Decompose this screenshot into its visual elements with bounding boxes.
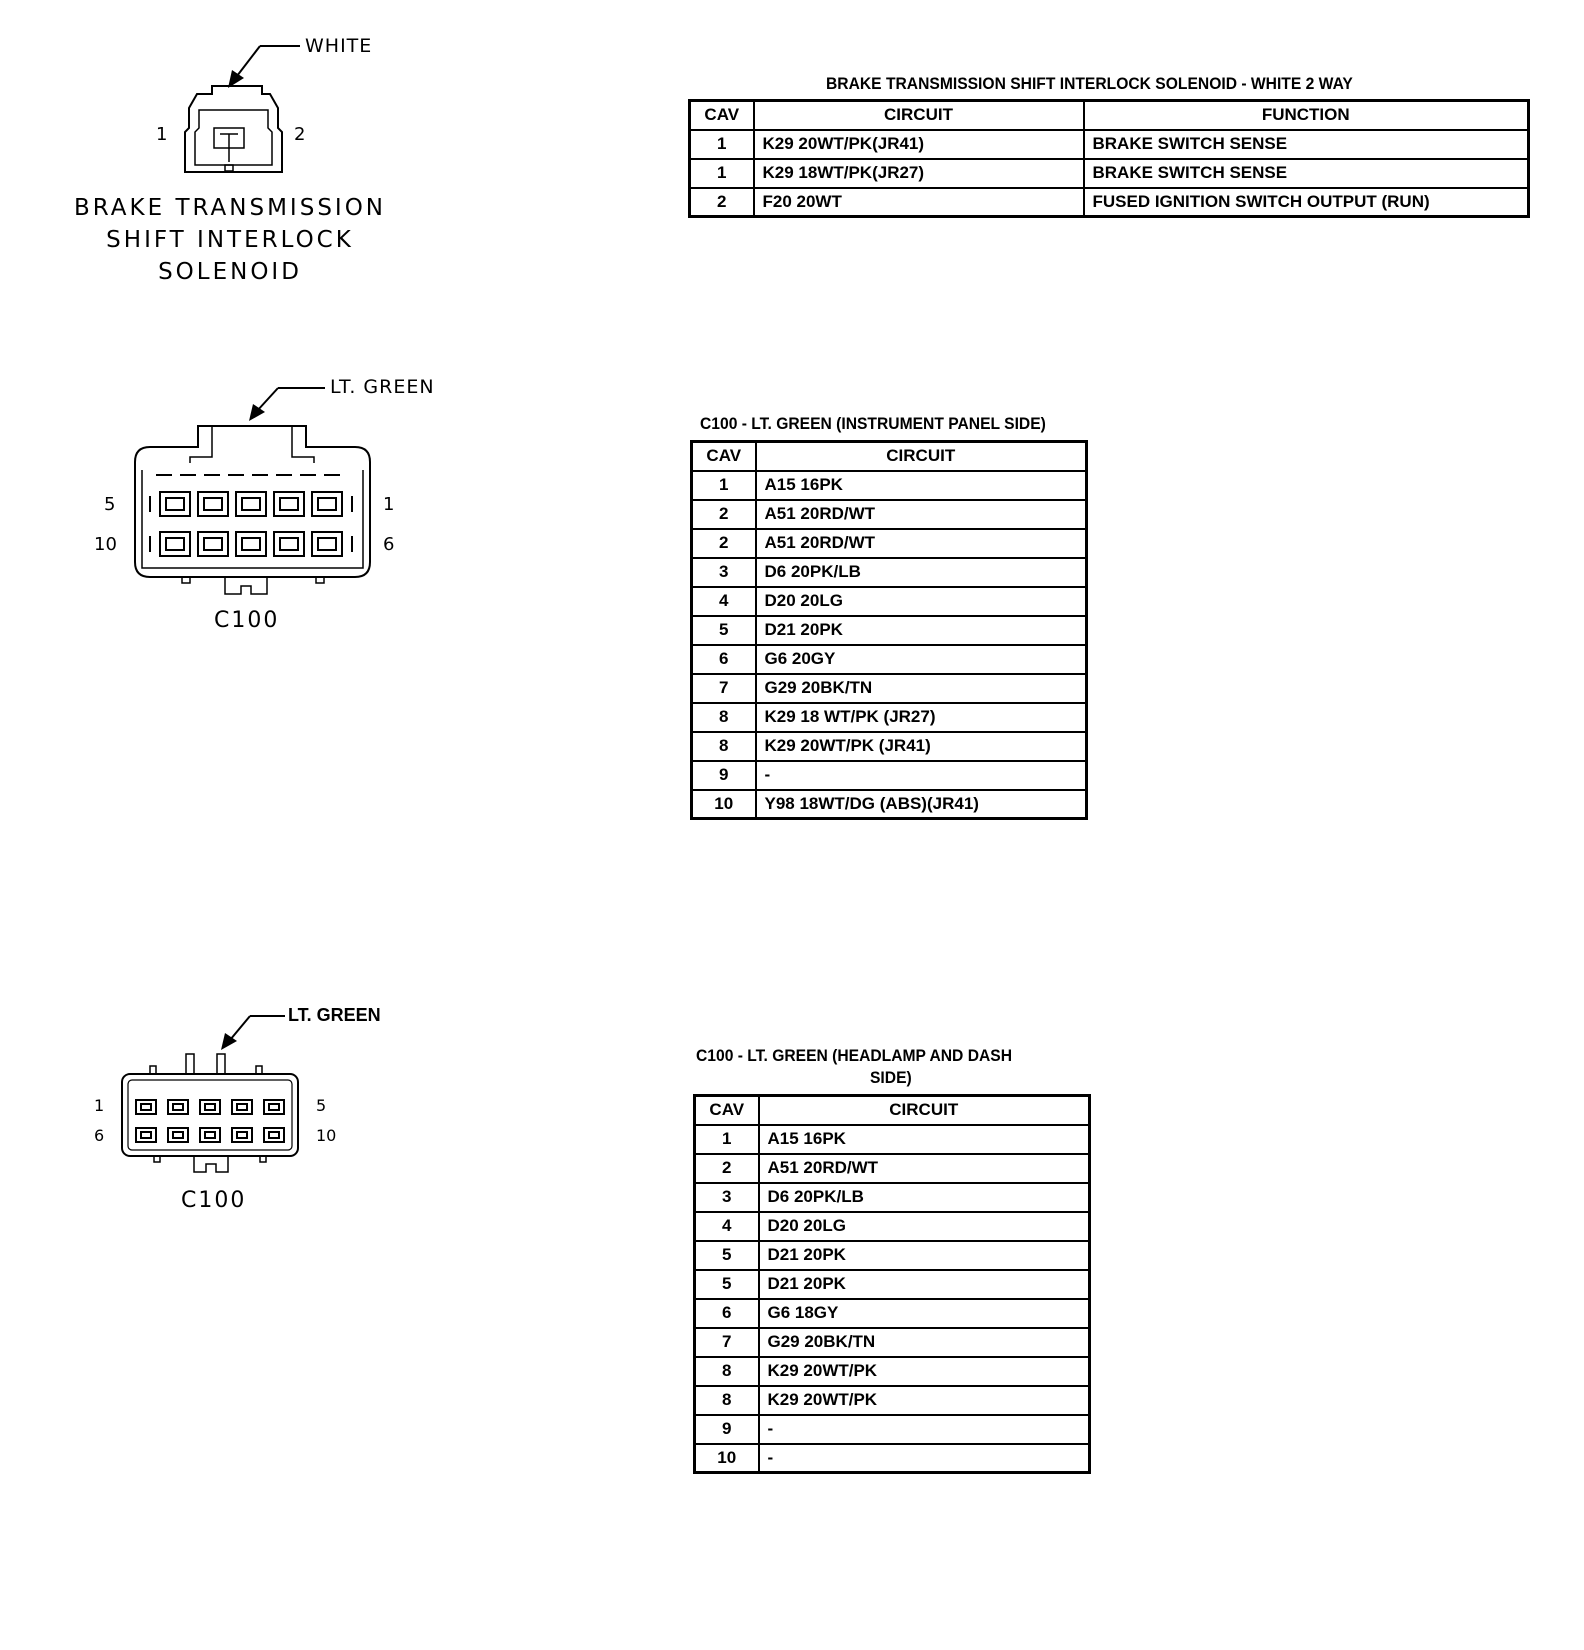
header-cav: CAV <box>690 101 754 130</box>
circuit-cell: K29 18 WT/PK (JR27) <box>756 703 1087 732</box>
table-row <box>695 1125 1090 1154</box>
circuit-cell: K29 20WT/PK <box>759 1357 1090 1386</box>
cav-cell: 3 <box>692 558 756 587</box>
table-row <box>692 645 1087 674</box>
pin-number-label: 1 <box>156 124 168 145</box>
table-row <box>695 1241 1090 1270</box>
table-row <box>692 790 1087 819</box>
circuit-cell: D21 20PK <box>756 616 1087 645</box>
cav-cell: 2 <box>690 188 754 217</box>
circuit-cell: D21 20PK <box>759 1270 1090 1299</box>
circuit-cell: Y98 18WT/DG (ABS)(JR41) <box>756 790 1087 819</box>
cav-cell: 7 <box>692 674 756 703</box>
table-row <box>695 1212 1090 1241</box>
pin-table-c100-hd-side <box>693 1094 1091 1474</box>
cav-cell: 6 <box>692 645 756 674</box>
circuit-cell: D20 20LG <box>756 587 1087 616</box>
circuit-cell: - <box>759 1415 1090 1444</box>
cav-cell: 1 <box>690 130 754 159</box>
function-cell: BRAKE SWITCH SENSE <box>1084 159 1529 188</box>
cav-cell: 8 <box>692 732 756 761</box>
connector-name: C100 <box>214 608 280 633</box>
function-cell: FUSED IGNITION SWITCH OUTPUT (RUN) <box>1084 188 1529 217</box>
circuit-cell: G6 18GY <box>759 1299 1090 1328</box>
cav-cell: 10 <box>695 1444 759 1473</box>
table-row <box>695 1299 1090 1328</box>
table-row <box>692 616 1087 645</box>
circuit-cell: A51 20RD/WT <box>756 529 1087 558</box>
pin-number-label: 10 <box>94 534 117 555</box>
cav-cell: 2 <box>695 1154 759 1183</box>
table-row <box>692 703 1087 732</box>
cav-cell: 10 <box>692 790 756 819</box>
circuit-cell: F20 20WT <box>754 188 1084 217</box>
circuit-cell: D6 20PK/LB <box>759 1183 1090 1212</box>
circuit-cell: K29 20WT/PK <box>759 1386 1090 1415</box>
table-row <box>695 1328 1090 1357</box>
pin-number-label: 5 <box>316 1096 327 1115</box>
circuit-cell: - <box>759 1444 1090 1473</box>
table-row <box>690 188 1529 217</box>
pin-number-label: 6 <box>94 1126 105 1145</box>
pin-table-bts-interlock <box>688 99 1530 218</box>
table-row <box>695 1415 1090 1444</box>
cav-cell: 1 <box>692 471 756 500</box>
pin-number-label: 2 <box>294 124 306 145</box>
cav-cell: 2 <box>692 500 756 529</box>
table-row <box>692 529 1087 558</box>
header-circuit: CIRCUIT <box>759 1096 1090 1125</box>
cav-cell: 8 <box>692 703 756 732</box>
circuit-cell: D20 20LG <box>759 1212 1090 1241</box>
table-header-row <box>692 442 1087 471</box>
table-row <box>692 674 1087 703</box>
table-row <box>695 1154 1090 1183</box>
connector-color-label: WHITE <box>305 35 373 57</box>
circuit-cell: - <box>756 761 1087 790</box>
table-title: BRAKE TRANSMISSION SHIFT INTERLOCK SOLENOID - WHITE 2 WAY <box>826 74 1353 93</box>
cav-cell: 5 <box>695 1241 759 1270</box>
circuit-cell: G29 20BK/TN <box>756 674 1087 703</box>
connector-color-label: LT. GREEN <box>288 1005 381 1025</box>
pin-number-label: 1 <box>383 494 395 515</box>
cav-cell: 5 <box>695 1270 759 1299</box>
table-row <box>695 1357 1090 1386</box>
table-title: C100 - LT. GREEN (INSTRUMENT PANEL SIDE) <box>700 414 1046 433</box>
header-cav: CAV <box>695 1096 759 1125</box>
table-row <box>695 1386 1090 1415</box>
cav-cell: 4 <box>692 587 756 616</box>
connector-name: C100 <box>181 1188 247 1213</box>
circuit-cell: G6 20GY <box>756 645 1087 674</box>
table-title: C100 - LT. GREEN (HEADLAMP AND DASH <box>696 1046 1013 1065</box>
circuit-cell: D21 20PK <box>759 1241 1090 1270</box>
pin-number-label: 5 <box>104 494 116 515</box>
circuit-cell: D6 20PK/LB <box>756 558 1087 587</box>
cav-cell: 3 <box>695 1183 759 1212</box>
pin-table-c100-ip-side <box>690 440 1088 820</box>
pin-number-label: 1 <box>94 1096 105 1115</box>
header-cav: CAV <box>692 442 756 471</box>
table-header-row <box>690 101 1529 130</box>
cav-cell: 1 <box>695 1125 759 1154</box>
pin-number-label: 6 <box>383 534 395 555</box>
table-row <box>692 761 1087 790</box>
circuit-cell: A51 20RD/WT <box>759 1154 1090 1183</box>
function-cell: BRAKE SWITCH SENSE <box>1084 130 1529 159</box>
table-row <box>695 1444 1090 1473</box>
table-row <box>695 1183 1090 1212</box>
cav-cell: 2 <box>692 529 756 558</box>
connector-color-label: LT. GREEN <box>330 376 435 398</box>
pin-number-label: 10 <box>316 1126 337 1145</box>
header-circuit: CIRCUIT <box>754 101 1084 130</box>
table-row <box>692 558 1087 587</box>
header-function: FUNCTION <box>1084 101 1529 130</box>
table-title-continued: SIDE) <box>870 1068 912 1087</box>
circuit-cell: A51 20RD/WT <box>756 500 1087 529</box>
cav-cell: 6 <box>695 1299 759 1328</box>
table-row <box>690 159 1529 188</box>
cav-cell: 7 <box>695 1328 759 1357</box>
connector-name: BRAKE TRANSMISSION SHIFT INTERLOCK SOLENOID <box>73 195 387 285</box>
circuit-cell: G29 20BK/TN <box>759 1328 1090 1357</box>
table-row <box>692 587 1087 616</box>
table-row <box>692 500 1087 529</box>
circuit-cell: K29 20WT/PK(JR41) <box>754 130 1084 159</box>
header-circuit: CIRCUIT <box>756 442 1087 471</box>
table-row <box>695 1270 1090 1299</box>
cav-cell: 4 <box>695 1212 759 1241</box>
circuit-cell: K29 18WT/PK(JR27) <box>754 159 1084 188</box>
cav-cell: 8 <box>695 1386 759 1415</box>
cav-cell: 8 <box>695 1357 759 1386</box>
table-row <box>690 130 1529 159</box>
cav-cell: 1 <box>690 159 754 188</box>
circuit-cell: A15 16PK <box>759 1125 1090 1154</box>
table-header-row <box>695 1096 1090 1125</box>
cav-cell: 9 <box>695 1415 759 1444</box>
circuit-cell: A15 16PK <box>756 471 1087 500</box>
table-row <box>692 732 1087 761</box>
circuit-cell: K29 20WT/PK (JR41) <box>756 732 1087 761</box>
cav-cell: 5 <box>692 616 756 645</box>
table-row <box>692 471 1087 500</box>
cav-cell: 9 <box>692 761 756 790</box>
